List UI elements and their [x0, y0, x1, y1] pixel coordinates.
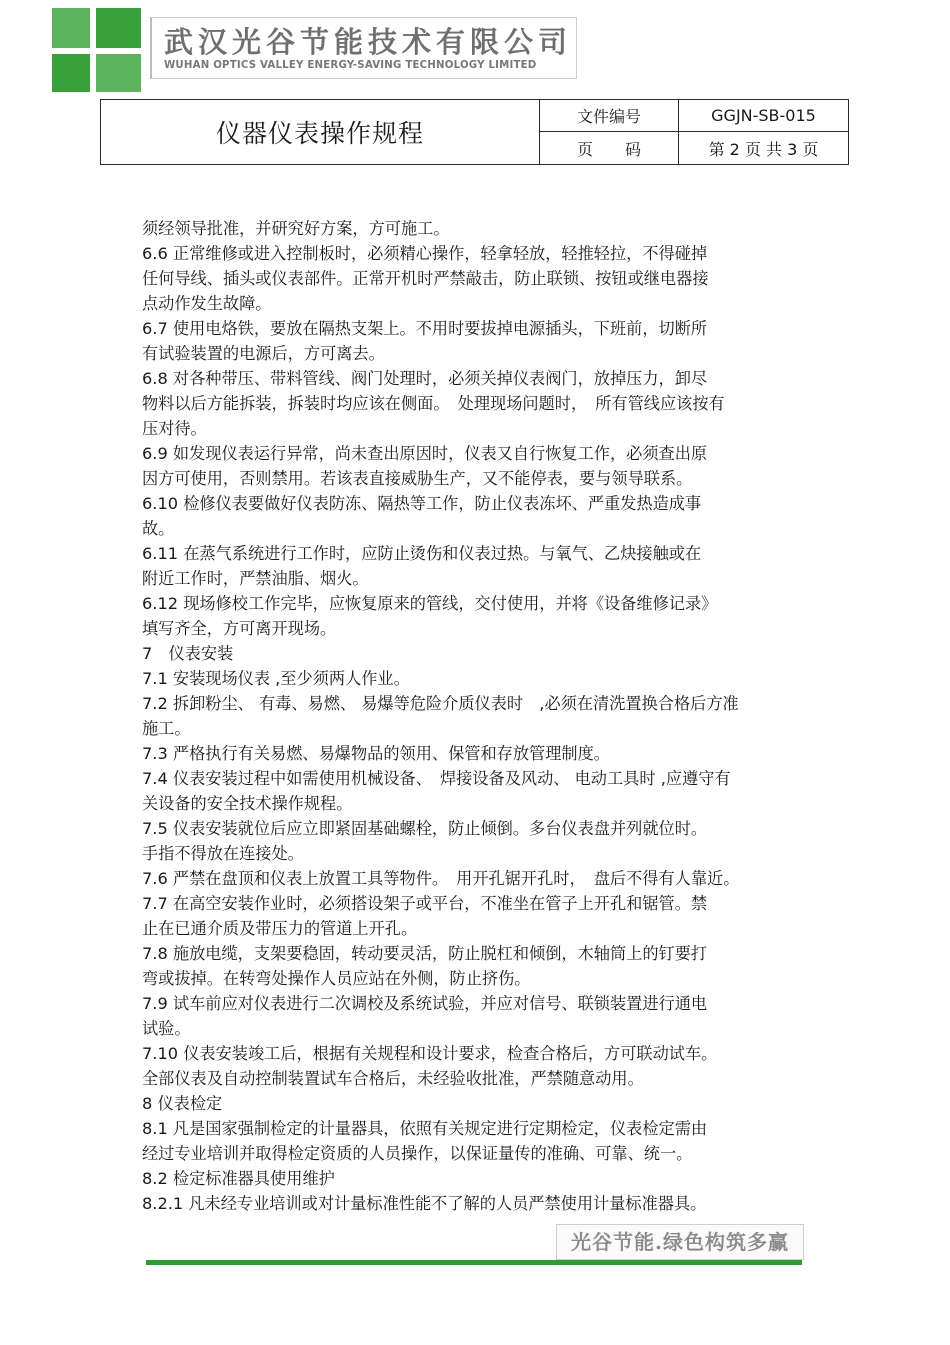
doc-number-value: GGJN-SB-015: [679, 100, 849, 132]
body-line: 7.4 仪表安装过程中如需使用机械设备、 焊接设备及风动、 电动工具时 ,应遵守有: [142, 769, 731, 788]
body-line: 7.10 仪表安装竣工后，根据有关规程和设计要求，检查合格后，方可联动试车。: [142, 1044, 718, 1063]
body-line: 6.10 检修仪表要做好仪表防冻、隔热等工作，防止仪表冻坏、严重发热造成事: [142, 494, 702, 513]
body-line: 附近工作时，严禁油脂、烟火。: [142, 569, 369, 588]
body-line: 7.3 严格执行有关易燃、易爆物品的领用、保管和存放管理制度。: [142, 744, 610, 763]
doc-number-label: 文件编号: [540, 100, 679, 132]
body-line: 物料以后方能拆装，拆装时均应该在侧面。 处理现场问题时， 所有管线应该按有: [142, 394, 725, 413]
company-name-block: [150, 17, 577, 79]
body-line: 弯或拔掉。在转弯处操作人员应站在外侧，防止挤伤。: [142, 969, 531, 988]
body-line: 点动作发生故障。: [142, 294, 272, 313]
document-header-table: [100, 99, 849, 165]
body-line: 6.12 现场修校工作完毕，应恢复原来的管线，交付使用，并将《设备维修记录》: [142, 594, 718, 613]
body-line: 6.6 正常维修或进入控制板时，必须精心操作，轻拿轻放，轻推轻拉，不得碰掉: [142, 244, 708, 263]
section-heading: 8 仪表检定: [142, 1094, 223, 1113]
body-line: 全部仪表及自动控制装置试车合格后，未经验收批准，严禁随意动用。: [142, 1069, 644, 1088]
company-name-en: WUHAN OPTICS VALLEY ENERGY-SAVING TECHNOLOGY LIMITED: [164, 60, 537, 71]
body-line: 6.8 对各种带压、带料管线、阀门处理时，必须关掉仪表阀门，放掉压力，卸尽: [142, 369, 708, 388]
body-line: 8.1 凡是国家强制检定的计量器具，依照有关规定进行定期检定，仪表检定需由: [142, 1119, 708, 1138]
body-line: 6.9 如发现仪表运行异常，尚未查出原因时，仪表又自行恢复工作，必须查出原: [142, 444, 708, 463]
logo-horizontal-bar: [52, 48, 141, 54]
logo-quadrant-top-left: [52, 8, 90, 48]
body-line: 6.11 在蒸气系统进行工作时，应防止烫伤和仪表过热。与氧气、乙炔接触或在: [142, 544, 702, 563]
company-logo-mark: [52, 8, 141, 92]
page-value: 第 2 页 共 3 页: [679, 132, 849, 165]
page-label: 页 码: [540, 132, 679, 165]
body-line: 6.7 使用电烙铁，要放在隔热支架上。不用时要拔掉电源插头，下班前，切断所: [142, 319, 708, 338]
body-line: 因方可使用，否则禁用。若该表直接威胁生产，又不能停表，要与领导联系。: [142, 469, 693, 488]
document-title: 仪器仪表操作规程: [101, 100, 540, 165]
body-line: 止在已通介质及带压力的管道上开孔。: [142, 919, 418, 938]
body-line: 8.2 检定标准器具使用维护: [142, 1169, 335, 1188]
body-line: 8.2.1 凡未经专业培训或对计量标准性能不了解的人员严禁使用计量标准器具。: [142, 1194, 707, 1213]
body-line: 试验。: [142, 1019, 191, 1038]
body-line: 关设备的安全技术操作规程。: [142, 794, 353, 813]
body-line: 7.5 仪表安装就位后应立即紧固基础螺栓，防止倾倒。多台仪表盘并列就位时。: [142, 819, 708, 838]
section-heading: 7 仪表安装: [142, 644, 234, 663]
footer-slogan: 光谷节能.绿色构筑多赢: [556, 1224, 804, 1260]
body-line: 须经领导批准，并研究好方案，方可施工。: [142, 219, 450, 238]
body-line: 7.1 安装现场仪表 ,至少须两人作业。: [142, 669, 410, 688]
body-line: 施工。: [142, 719, 191, 738]
body-line: 7.9 试车前应对仪表进行二次调校及系统试验，并应对信号、联锁装置进行通电: [142, 994, 708, 1013]
body-line: 7.8 施放电缆，支架要稳固，转动要灵活，防止脱杠和倾倒，木轴筒上的钉要打: [142, 944, 708, 963]
company-name-cn: 武汉光谷节能技术有限公司: [164, 25, 573, 59]
body-line: 7.2 拆卸粉尘、 有毒、易燃、 易爆等危险介质仪表时 ,必须在清洗置换合格后方准: [142, 694, 739, 713]
body-line: 经过专业培训并取得检定资质的人员操作，以保证量传的准确、可靠、统一。: [142, 1144, 693, 1163]
body-line: 故。: [142, 519, 175, 538]
body-line: 7.6 严禁在盘顶和仪表上放置工具等物件。 用开孔锯开孔时， 盘后不得有人靠近。: [142, 869, 740, 888]
logo-quadrant-bottom-right: [96, 54, 141, 92]
body-line: 填写齐全，方可离开现场。: [142, 619, 337, 638]
body-line: 7.7 在高空安装作业时，必须搭设架子或平台，不准坐在管子上开孔和锯管。禁: [142, 894, 708, 913]
body-line: 有试验装置的电源后，方可离去。: [142, 344, 385, 363]
footer-green-bar: [146, 1260, 802, 1265]
body-line: 手指不得放在连接处。: [142, 844, 304, 863]
document-body: [142, 216, 812, 1216]
body-line: 任何导线、插头或仪表部件。正常开机时严禁敲击，防止联锁、按钮或继电器接: [142, 269, 709, 288]
body-line: 压对待。: [142, 419, 207, 438]
